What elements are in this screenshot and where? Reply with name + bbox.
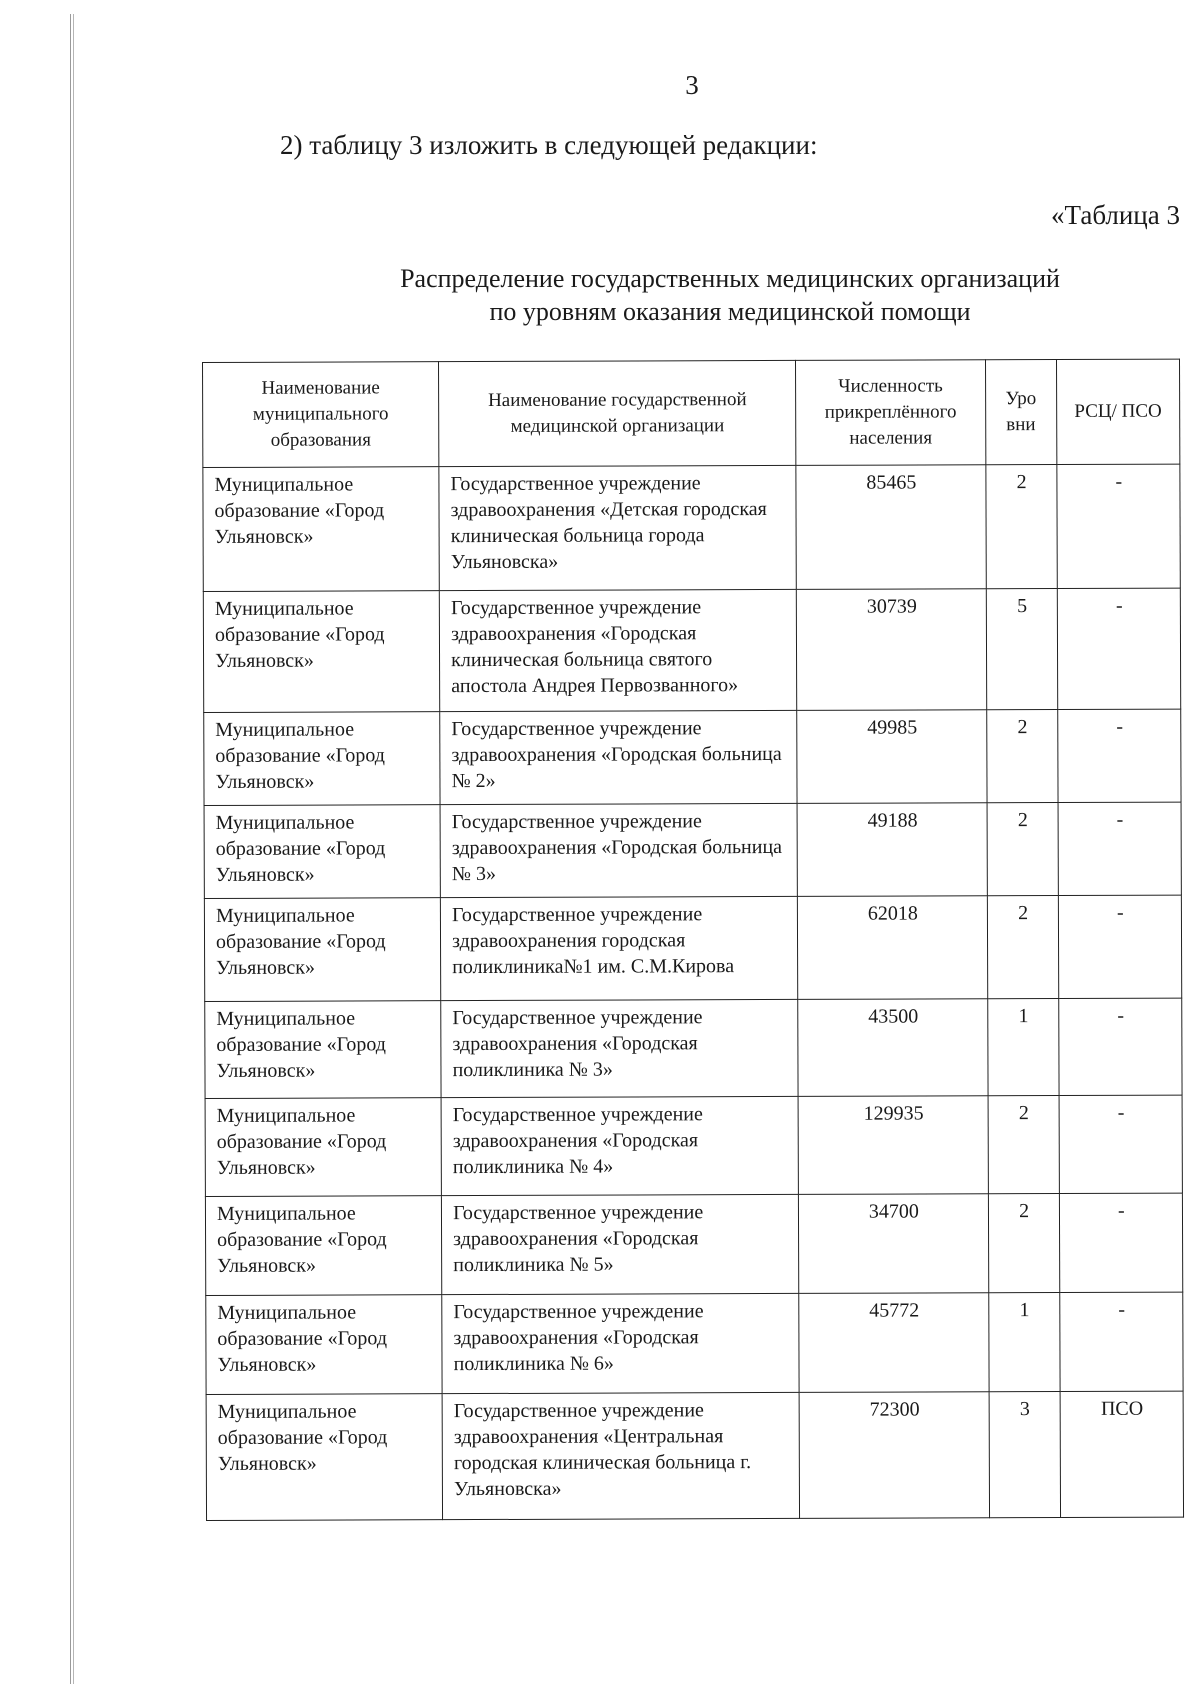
cell-organization: Государственное учреждение здравоохранения «Городская больница № 2» [440,710,798,804]
cell-population: 85465 [796,465,986,590]
cell-rsc-pso: - [1057,464,1181,588]
cell-level: 1 [987,999,1059,1096]
cell-level: 3 [989,1392,1061,1518]
table-row [205,998,1182,1098]
cell-rsc-pso: - [1060,1292,1184,1391]
header-rsc-pso: РСЦ/ ПСО [1056,359,1180,464]
amendment-instruction: 2) таблицу 3 изложить в следующей редакции: [280,130,818,160]
cell-organization: Государственное учреждение здравоохранения «Городская клиническая больница святого апостола Андрея Первозванного» [439,589,797,711]
cell-population: 45772 [799,1293,989,1393]
cell-organization: Государственное учреждение здравоохранения «Городская поликлиника № 5» [442,1194,800,1294]
table-label: «Таблица 3 [1051,200,1180,230]
cell-rsc-pso: - [1058,802,1182,895]
cell-level: 1 [988,1293,1060,1392]
cell-organization: Государственное учреждение здравоохранения городская поликлиника№1 им. С.М.Кирова [440,896,798,1000]
header-organization: Наименование государственной медицинской организации [439,360,797,466]
cell-population: 129935 [798,1096,988,1195]
cell-rsc-pso: - [1058,709,1182,802]
page-number: 3 [685,70,699,100]
organizations-table [202,359,1184,1521]
cell-rsc-pso: ПСО [1060,1391,1184,1517]
header-population: Численность прикреплённого населения [796,360,986,466]
cell-level: 2 [985,465,1057,589]
table-header-row [203,359,1180,467]
cell-municipality: Муниципальное образование «Город Ульяновск» [203,591,440,713]
table-row [204,709,1181,805]
table-row [205,1193,1182,1295]
cell-rsc-pso: - [1059,1095,1183,1193]
cell-population: 30739 [797,589,987,711]
cell-organization: Государственное учреждение здравоохранения «Детская городская клиническая больница города Ульяновска» [439,465,797,590]
cell-population: 49188 [797,803,987,897]
cell-level: 2 [986,710,1058,803]
cell-level: 5 [986,589,1058,710]
table-row [206,1292,1183,1394]
cell-municipality: Муниципальное образование «Город Ульяновск» [206,1394,443,1521]
cell-municipality: Муниципальное образование «Город Ульяновск» [204,898,440,1002]
scan-binding-edge [70,14,74,1684]
header-municipality: Наименование муниципального образования [203,362,439,468]
cell-level: 2 [988,1096,1060,1194]
cell-organization: Государственное учреждение здравоохранения «Городская поликлиника № 6» [442,1293,800,1393]
cell-organization: Государственное учреждение здравоохранения «Центральная городская клиническая больница г. Ульяновска» [442,1392,800,1519]
cell-organization: Государственное учреждение здравоохранения «Городская больница № 3» [440,803,798,897]
table-row [204,895,1181,1001]
cell-level: 2 [988,1194,1060,1293]
table-row [203,464,1180,591]
cell-level: 2 [987,896,1059,999]
cell-rsc-pso: - [1059,1193,1183,1292]
table-row [205,1095,1182,1196]
cell-municipality: Муниципальное образование «Город Ульяновск» [205,1196,441,1296]
cell-population: 49985 [797,710,987,804]
cell-rsc-pso: - [1059,998,1183,1095]
cell-population: 72300 [799,1392,989,1519]
table-title-line-1: Распределение государственных медицинских организаций [400,264,1060,293]
cell-rsc-pso: - [1058,895,1182,998]
cell-organization: Государственное учреждение здравоохранения «Городская поликлиника № 4» [441,1096,799,1195]
cell-level: 2 [987,803,1059,896]
table-row [204,802,1181,898]
header-level: Уро вни [985,360,1057,465]
cell-population: 43500 [798,999,988,1097]
cell-municipality: Муниципальное образование «Город Ульяновск» [205,1001,441,1099]
cell-population: 34700 [799,1194,989,1294]
cell-municipality: Муниципальное образование «Город Ульяновск» [206,1295,442,1395]
table-row [203,588,1180,712]
table-row [206,1391,1183,1520]
cell-population: 62018 [798,896,988,1000]
cell-municipality: Муниципальное образование «Город Ульяновск» [204,712,440,806]
table-title [340,262,1120,328]
cell-municipality: Муниципальное образование «Город Ульяновск» [205,1098,441,1197]
cell-rsc-pso: - [1057,588,1181,709]
cell-municipality: Муниципальное образование «Город Ульяновск» [203,467,440,592]
cell-organization: Государственное учреждение здравоохранения «Городская поликлиника № 3» [441,999,799,1097]
table-title-line-2: по уровням оказания медицинской помощи [489,297,971,326]
cell-municipality: Муниципальное образование «Город Ульяновск» [204,805,440,899]
